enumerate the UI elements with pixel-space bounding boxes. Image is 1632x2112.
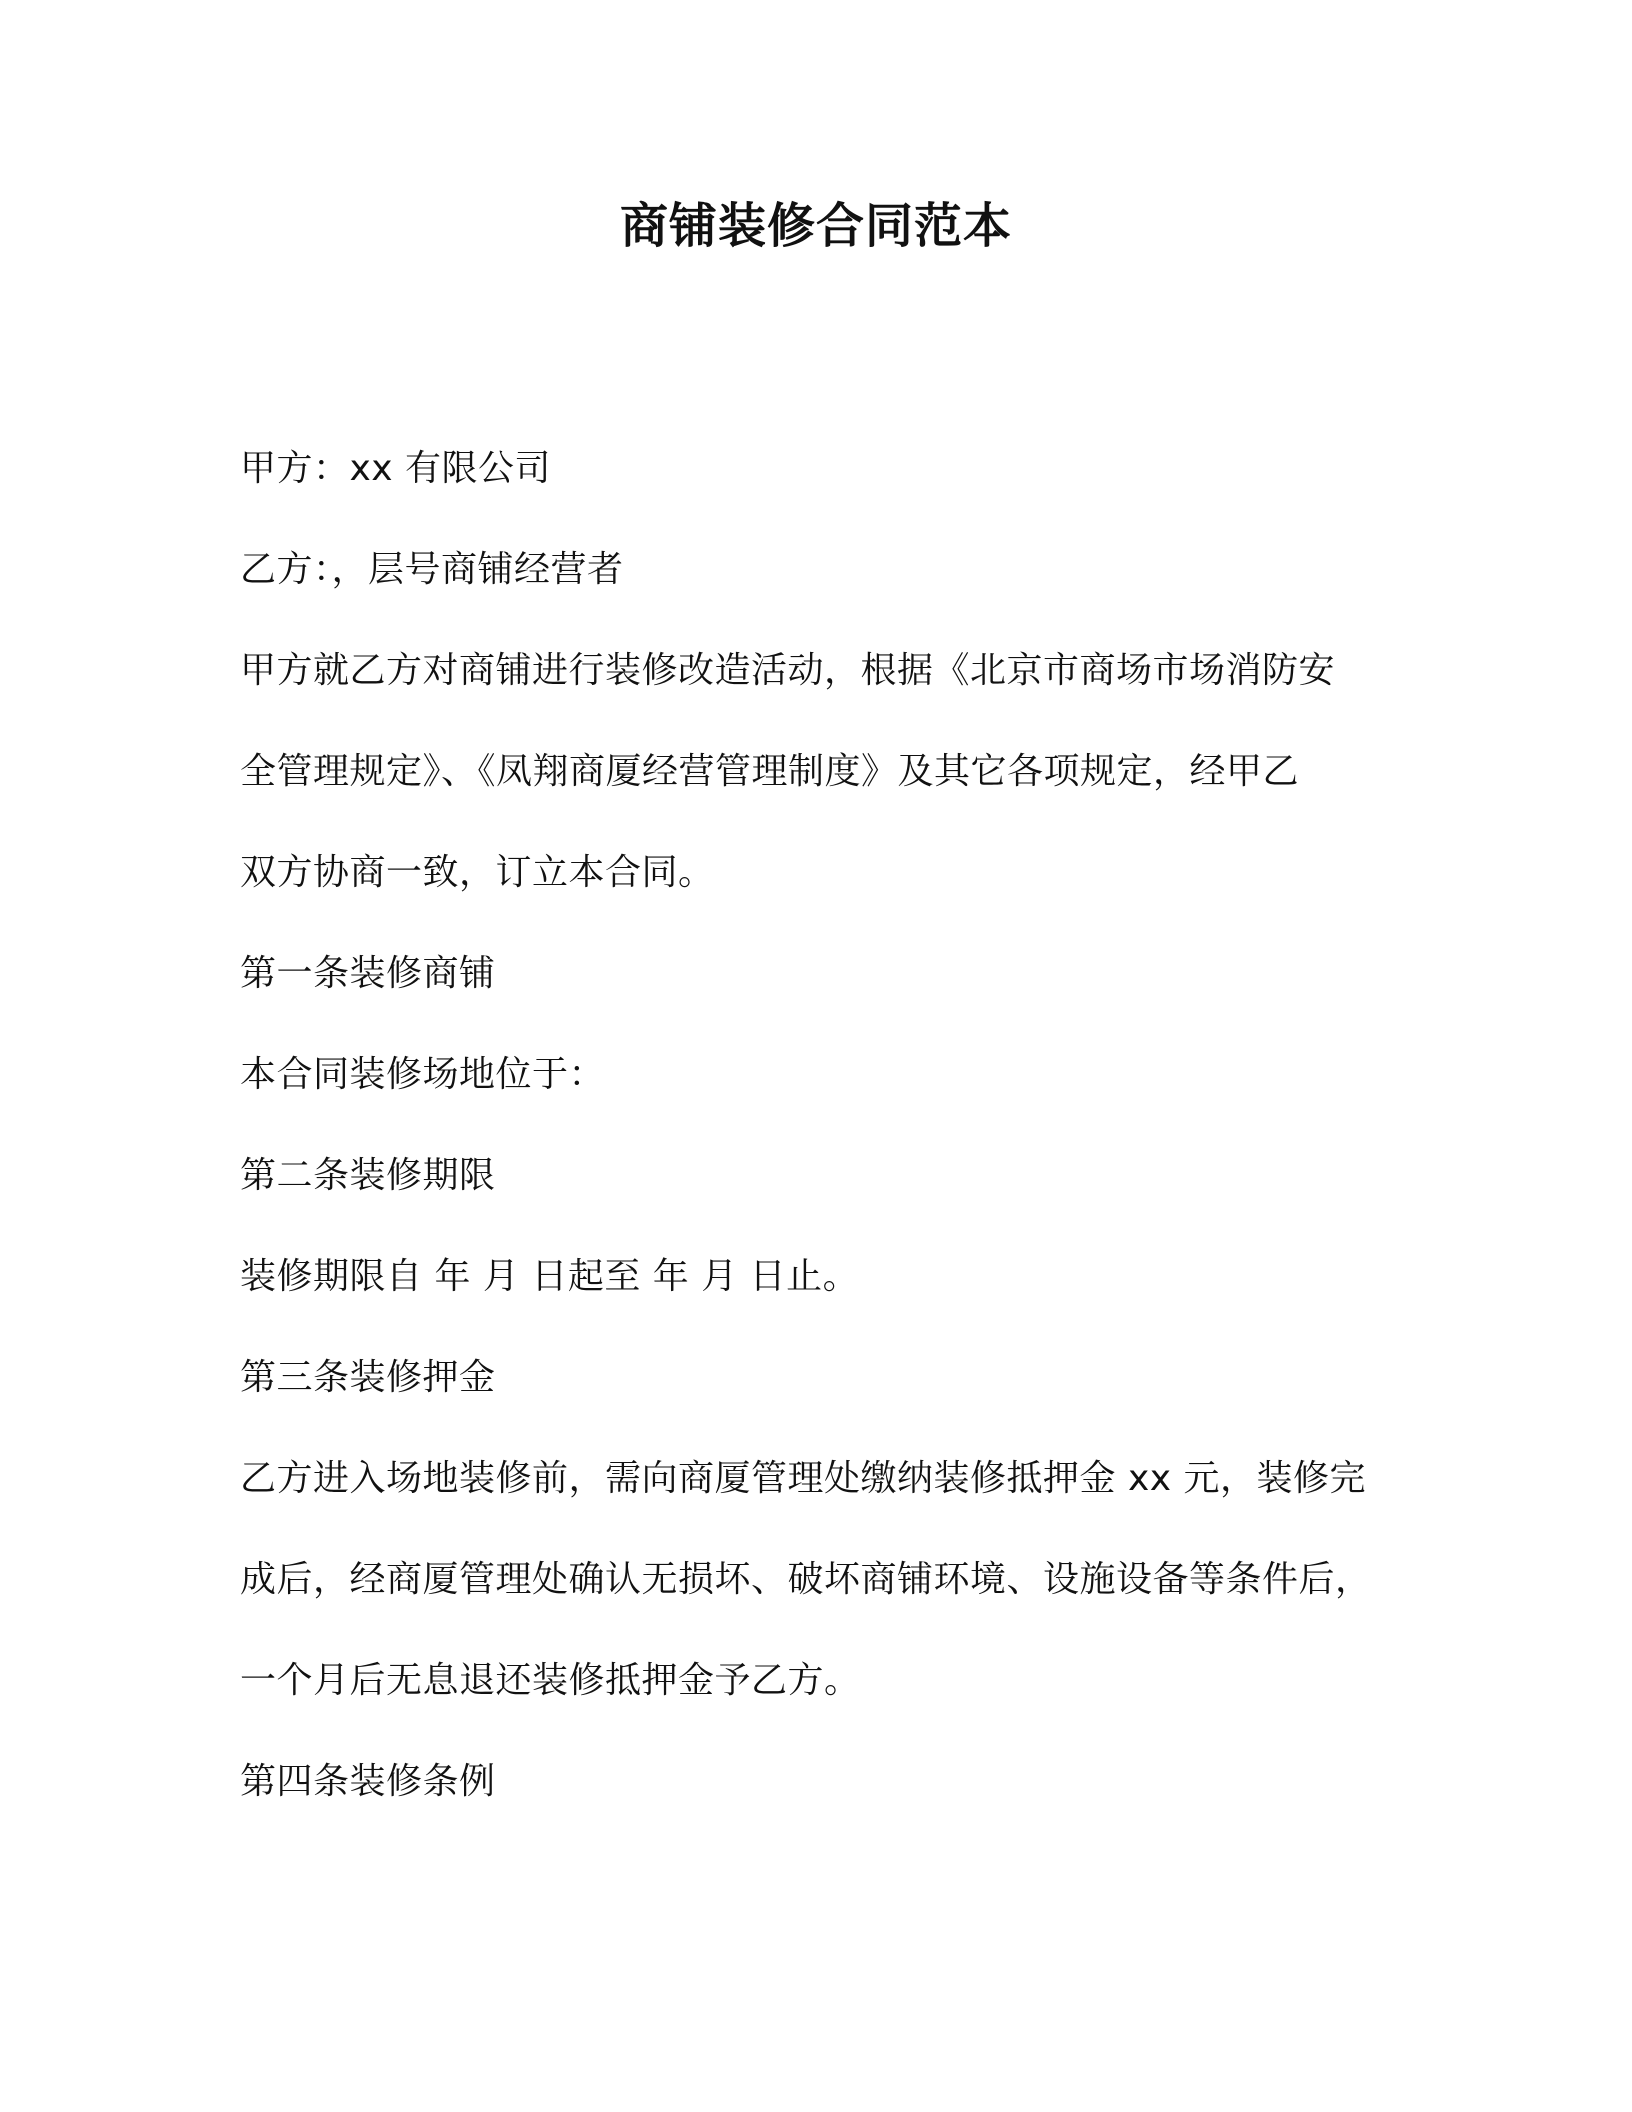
preamble-line-3: 双方协商一致，订立本合同。	[240, 852, 715, 893]
article-3-heading: 第三条装修押金	[240, 1357, 496, 1398]
party-b-line: 乙方：，层号商铺经营者	[240, 549, 624, 590]
article-3-text-line-1: 乙方进入场地装修前，需向商厦管理处缴纳装修抵押金 xx 元，装修完	[240, 1458, 1366, 1499]
article-1-heading: 第一条装修商铺	[240, 953, 496, 994]
article-3-text-line-3: 一个月后无息退还装修抵押金予乙方。	[240, 1660, 861, 1701]
article-4-heading: 第四条装修条例	[240, 1761, 496, 1802]
article-1-text: 本合同装修场地位于：	[240, 1054, 606, 1095]
article-2-heading: 第二条装修期限	[240, 1155, 496, 1196]
preamble-line-2: 全管理规定》、《凤翔商厦经营管理制度》及其它各项规定，经甲乙	[240, 751, 1300, 792]
article-2-text: 装修期限自 年 月 日起至 年 月 日止。	[240, 1256, 860, 1297]
document-title: 商铺装修合同范本	[619, 198, 1012, 254]
document-body	[240, 418, 1380, 1832]
party-a-line: 甲方：xx 有限公司	[240, 448, 552, 489]
preamble-line-1: 甲方就乙方对商铺进行装修改造活动，根据《北京市商场市场消防安	[240, 650, 1336, 691]
article-3-text-line-2: 成后，经商厦管理处确认无损坏、破坏商铺环境、设施设备等条件后，	[240, 1559, 1372, 1600]
